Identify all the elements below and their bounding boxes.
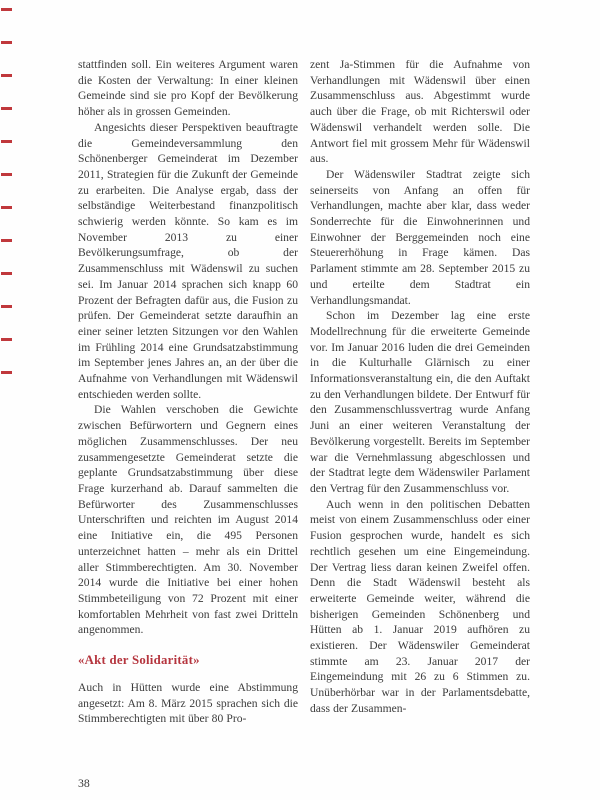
- margin-dash-mark: [1, 74, 12, 77]
- left-column: [78, 57, 298, 727]
- margin-dash-mark: [1, 206, 12, 209]
- margin-dash-mark: [1, 140, 12, 143]
- body-paragraph: Die Wahlen verschoben die Gewichte zwischen Befürwortern und Gegnern eines möglichen Zusammenschlusses. Der neu zusammengesetzte Gemeinderat setzte die geplante Grundsatzabstimmung über diese Frage kurzerhand ab. Darauf sammelten die Befürworter des Zusammenschlusses Unterschriften und reichten im August 2014 eine Initiative ein, die 495 Personen unterzeichnet hatten – mehr als ein Drittel aller Stimmberechtigten. Am 30. November 2014 wurde die Initiative bei einer hohen Stimmbeteiligung von 72 Prozent mit einer komfortablen Mehrheit von fast zwei Dritteln angenommen.: [78, 403, 298, 637]
- body-paragraph: zent Ja-Stimmen für die Aufnahme von Verhandlungen mit Wädenswil über einen Zusammenschluss aus. Abgestimmt wurde auch über die Frage, ob mit Richterswil oder Wädenswil verhandelt werden solle. Die Antwort fiel mit grossem Mehr für Wädenswil aus.: [310, 58, 530, 166]
- right-column: [310, 57, 530, 727]
- section-heading: «Akt der Solidarität»: [78, 653, 200, 668]
- body-paragraph: stattfinden soll. Ein weiteres Argument waren die Kosten der Verwaltung: In einer kleinen Gemeinde sind sie pro Kopf der Bevölkerung höher als in grossen Gemeinden.: [78, 58, 298, 119]
- body-paragraph: Auch wenn in den politischen Debatten meist von einem Zusammenschluss oder einer Fusion gesprochen wurde, handelt es sich rechtlich gesehen um eine Eingemeindung. Der Vertrag liess daran keinen Zweifel offen. Denn die Stadt Wädenswil besteht als erweiterte Gemeinde weiter, während die bisherigen Gemeinden Schönenberg und Hütten ab 1. Januar 2019 aufhören zu existieren. Der Wädenswiler Gemeinderat stimmte am 23. Januar 2017 der Eingemeindung mit 26 zu 6 Stimmen zu. Unüberhörbar war in der Parlamentsdebatte, dass der Zusammen-: [310, 497, 530, 715]
- margin-dash-mark: [1, 107, 12, 110]
- margin-dash-mark: [1, 305, 12, 308]
- margin-dash-mark: [1, 173, 12, 176]
- margin-dash-mark: [1, 8, 12, 11]
- margin-dash-mark: [1, 41, 12, 44]
- margin-marks: [0, 0, 16, 400]
- margin-dash-mark: [1, 371, 12, 374]
- text-columns: [78, 57, 530, 727]
- margin-dash-mark: [1, 338, 12, 341]
- body-paragraph: Angesichts dieser Perspektiven beauftragte die Gemeindeversammlung den Schönenberger Gemeinderat im Dezember 2011, Strategien für die Zukunft der Gemeinde zu erarbeiten. Die Analyse ergab, dass der selbständige Weiterbestand finanzpolitisch schwierig werden könnte. So kam es im November 2013 zu einer Bevölkerungsumfrage, ob der Zusammenschluss mit Wädenswil zu suchen sei. Im Januar 2014 sprachen sich knapp 60 Prozent der Befragten dafür aus, die Fusion zu prüfen. Der Gemeinderat setzte daraufhin an einer seiner letzten Sitzungen vor den Wahlen im Frühling 2014 eine Grundsatzabstimmung im September jenes Jahres an, an der über die Aufnahme von Verhandlungen mit Wädenswil entschieden werden sollte.: [78, 120, 298, 401]
- margin-dash-mark: [1, 272, 12, 275]
- page-number: 38: [78, 776, 90, 790]
- body-paragraph: Der Wädenswiler Stadtrat zeigte sich seinerseits von Anfang an offen für Verhandlungen, machte aber klar, dass weder Sonderrechte für die Einwohnerinnen und Einwohner der Berggemeinden noch eine Steuererhöhung in Frage kämen. Das Parlament stimmte am 28. September 2015 zu und erteilte dem Stadtrat ein Verhandlungsmandat.: [310, 167, 530, 307]
- margin-dash-mark: [1, 239, 12, 242]
- body-paragraph: Auch in Hütten wurde eine Abstimmung angesetzt: Am 8. März 2015 sprachen sich die Stimmberechtigten mit über 80 Pro-: [78, 681, 298, 726]
- body-paragraph: Schon im Dezember lag eine erste Modellrechnung für die erweiterte Gemeinde vor. Im Januar 2016 luden die drei Gemeinden in die Kulturhalle Glärnisch zu einer Informationsveranstaltung ein, die den Auftakt zu den Verhandlungen bildete. Der Entwurf für den Zusammenschlussvertrag wurde Anfang Juni an einer weiteren Veranstaltung der Bevölkerung vorgestellt. Bereits im September war die Vernehmlassung abgeschlossen und der Stadtrat legte dem Wädenswiler Parlament den Vertrag für den Zusammenschluss vor.: [310, 309, 530, 495]
